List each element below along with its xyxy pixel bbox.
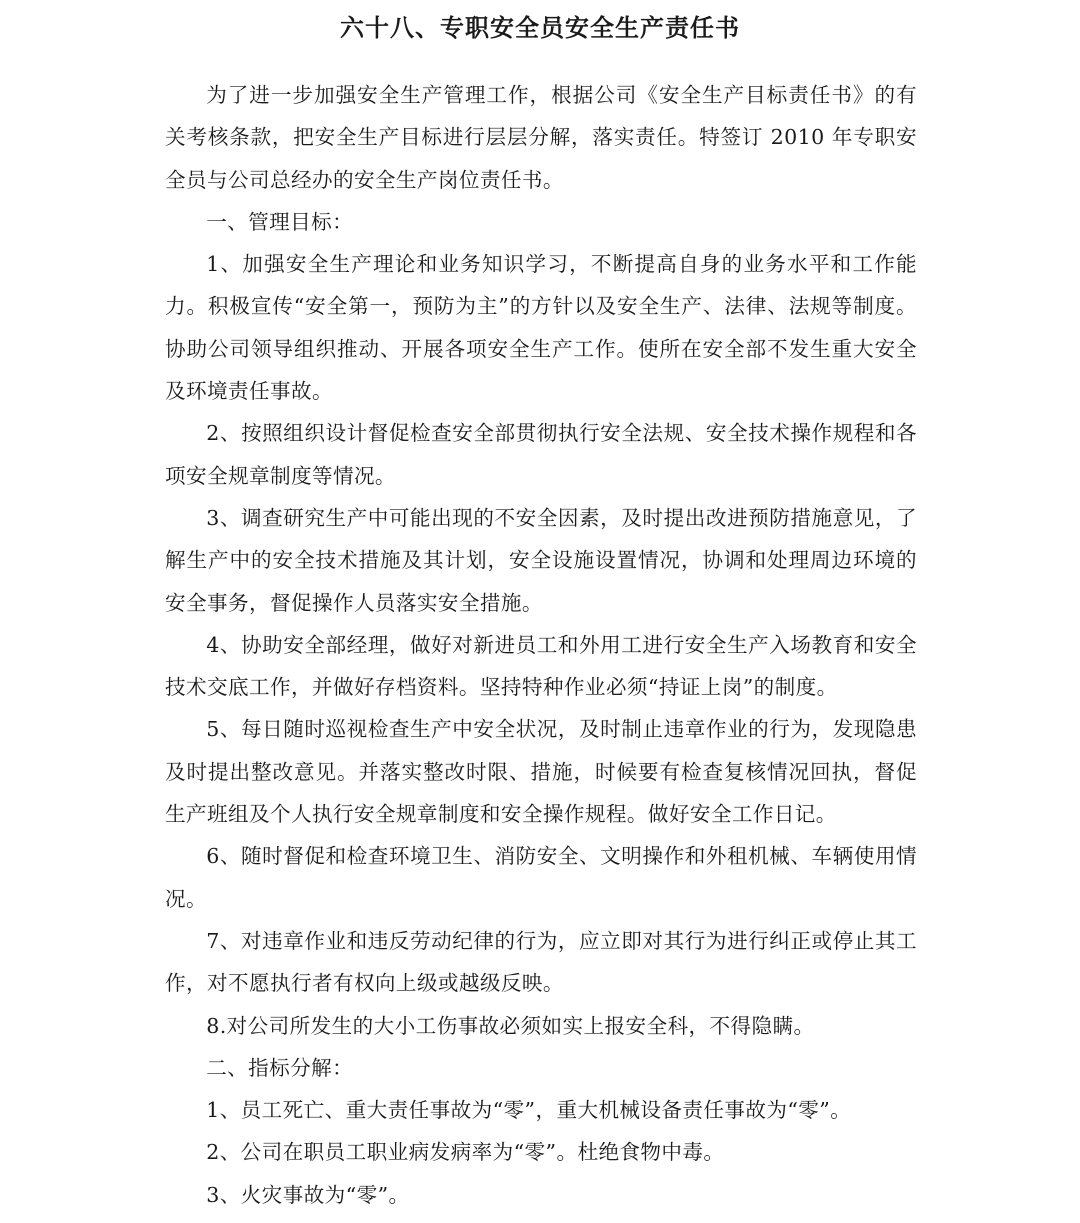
indicator-item-2: 2、公司在职员工职业病发病率为“零”。杜绝食物中毒。 [206, 1140, 725, 1165]
intro-paragraph: 为了进一步加强安全生产管理工作，根据公司《安全生产目标责任书》的有关考核条款，把安全生产目标进行层层分解，落实责任。特签订 2010 年专职安全员与公司总经办的安全生产岗位责任书。 [165, 83, 917, 192]
goal-item-1: 1、加强安全生产理论和业务知识学习，不断提高自身的业务水平和工作能力。积极宣传“安全第一，预防为主”的方针以及安全生产、法律、法规等制度。协助公司领导组织推动、开展各项安全生产工作。使所在安全部不发生重大安全及环境责任事故。 [165, 252, 917, 404]
goal-item-8: 8.对公司所发生的大小工伤事故必须如实上报安全科，不得隐瞒。 [206, 1013, 815, 1038]
indicator-item-1: 1、员工死亡、重大责任事故为“零”，重大机械设备责任事故为“零”。 [206, 1098, 852, 1123]
indicator-item-3: 3、火灾事故为“零”。 [206, 1182, 410, 1207]
goal-item-6: 6、随时督促和检查环境卫生、消防安全、文明操作和外租机械、车辆使用情况。 [165, 844, 917, 911]
section-heading-indicator-breakdown: 二、指标分解： [206, 1055, 354, 1080]
goal-item-5: 5、每日随时巡视检查生产中安全状况，及时制止违章作业的行为，发现隐患及时提出整改意见。并落实整改时限、措施，时候要有检查复核情况回执，督促生产班组及个人执行安全规章制度和安全操作规程。做好安全工作日记。 [165, 717, 917, 827]
goal-item-4: 4、协助安全部经理，做好对新进员工和外用工进行安全生产入场教育和安全技术交底工作，并做好存档资料。坚持特种作业必须“持证上岗”的制度。 [165, 632, 917, 700]
goal-item-3: 3、调查研究生产中可能出现的不安全因素，及时提出改进预防措施意见，了解生产中的安全技术措施及其计划，安全设施设置情况，协调和处理周边环境的安全事务，督促操作人员落实安全措施。 [165, 505, 917, 615]
document-title: 六十八、专职安全员安全生产责任书 [340, 14, 740, 42]
document-body [165, 74, 917, 1216]
section-heading-management-goals: 一、管理目标： [206, 209, 354, 234]
goal-item-2: 2、按照组织设计督促检查安全部贯彻执行安全法规、安全技术操作规程和各项安全规章制度等情况。 [165, 421, 917, 488]
goal-item-7: 7、对违章作业和违反劳动纪律的行为，应立即对其行为进行纠正或停止其工作，对不愿执行者有权向上级或越级反映。 [165, 928, 917, 996]
